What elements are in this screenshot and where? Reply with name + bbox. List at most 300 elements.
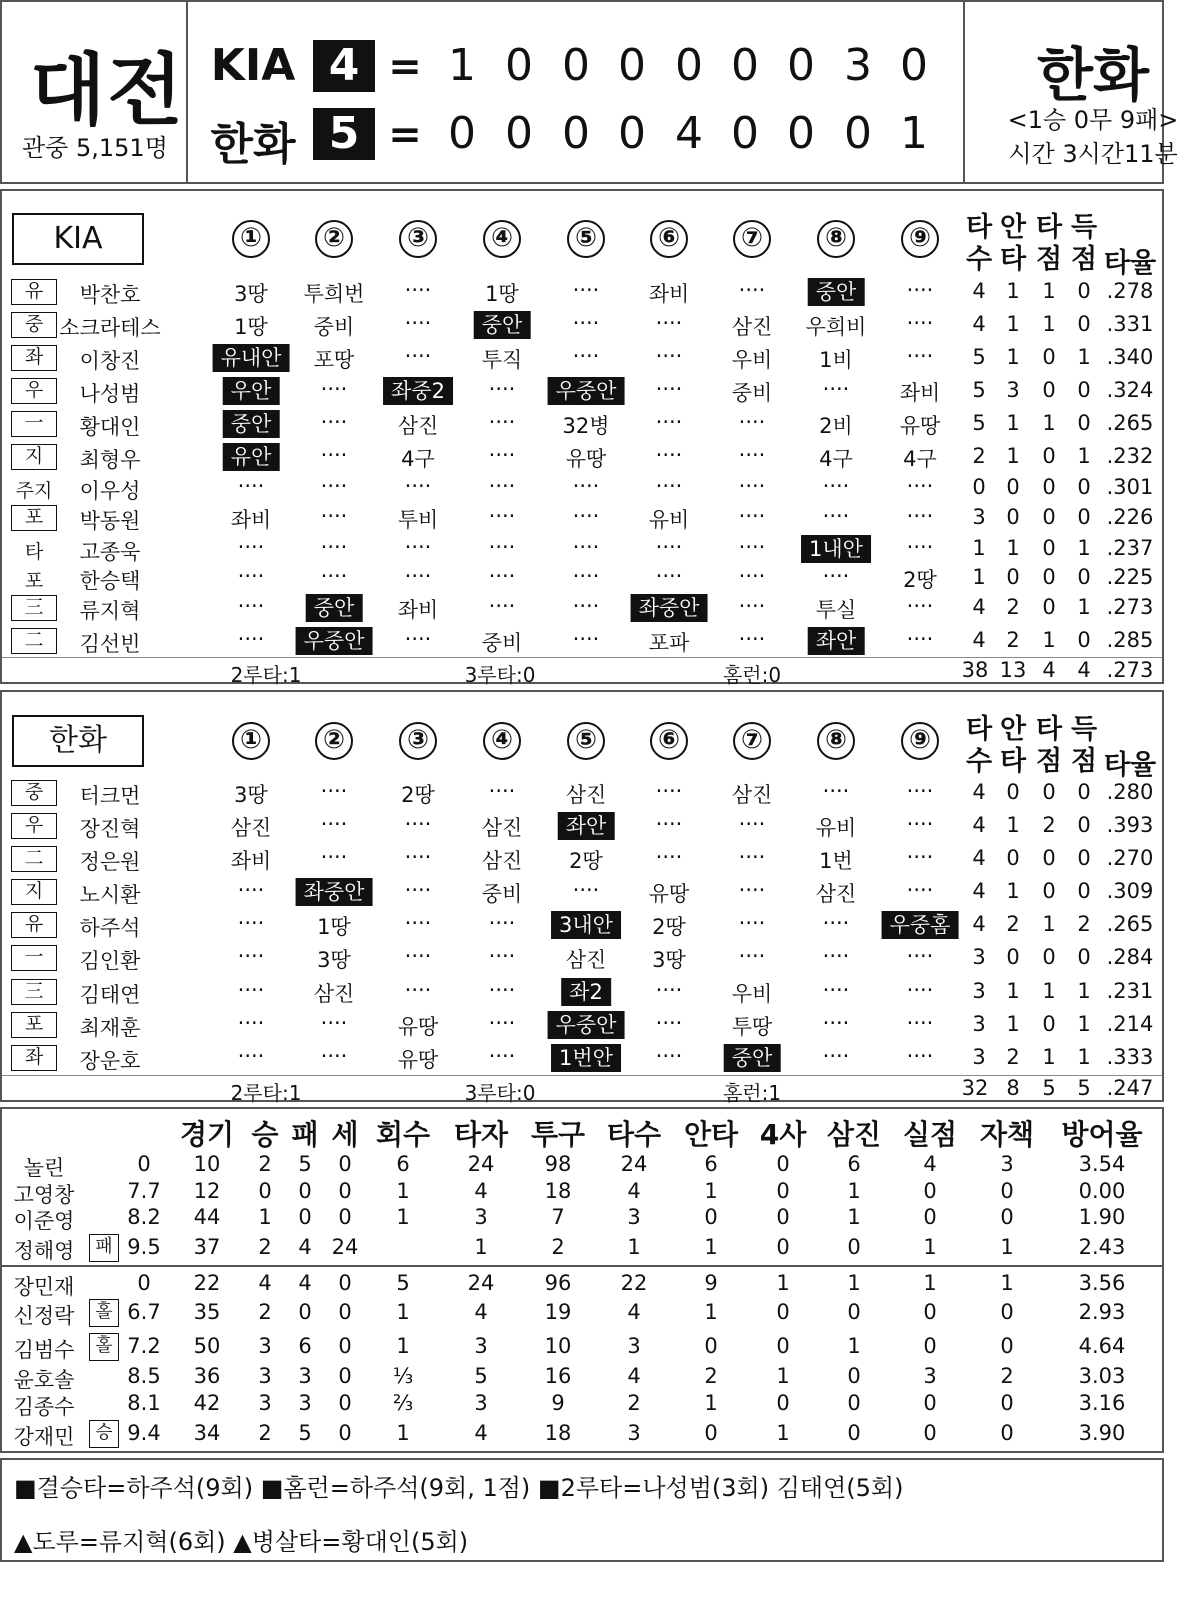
pitcher-stat: 0 (338, 1179, 352, 1203)
at-bat-result: ···· (488, 564, 516, 588)
team-total-stat: 32 (961, 1076, 989, 1100)
pitcher-entry: 0 (137, 1271, 151, 1295)
at-bat-result: ···· (404, 944, 432, 968)
at-bat-result: ···· (237, 594, 265, 618)
pitcher-stat: 24 (467, 1152, 495, 1176)
pitcher-stat: 7 (551, 1205, 565, 1229)
at-bat-result: ···· (320, 410, 348, 434)
extra-base-summary: 2루타:1 (230, 663, 302, 687)
pitcher-stat: 50 (193, 1334, 221, 1358)
stat-header-top: 안 (999, 714, 1027, 745)
pitcher-stat: 0.00 (1078, 1179, 1126, 1203)
pitcher-stat: 35 (193, 1300, 221, 1324)
batter-stat: 0 (1042, 879, 1056, 903)
at-bat-result: 2땅 (903, 568, 937, 592)
at-bat-result: ···· (738, 410, 766, 434)
position-box: 二 (11, 846, 57, 872)
batter-stat: 0 (1077, 312, 1091, 336)
scoreboard-divider-left (186, 0, 188, 184)
batter-name: 김태연 (79, 983, 141, 1007)
pitcher-stat: 0 (923, 1391, 937, 1415)
pitcher-stat: 22 (193, 1271, 221, 1295)
stat-header-top: 안 (999, 212, 1027, 243)
batter-name: 장운호 (79, 1049, 141, 1073)
at-bat-result: ···· (488, 1044, 516, 1068)
at-bat-result: ···· (237, 1044, 265, 1068)
pitcher-stat: 0 (923, 1205, 937, 1229)
stat-header-top: 타 (965, 714, 993, 745)
pitcher-stat: 0 (923, 1421, 937, 1445)
pitcher-stat: 0 (338, 1364, 352, 1388)
batter-name: 류지혁 (79, 599, 141, 623)
at-bat-result: ···· (906, 878, 934, 902)
at-bat-result: 투직 (481, 348, 523, 372)
pitcher-stat: 3 (923, 1364, 937, 1388)
position-box: 좌 (11, 345, 57, 371)
at-bat-result: ···· (404, 311, 432, 335)
at-bat-result: ···· (738, 944, 766, 968)
pitcher-stat: 0 (338, 1152, 352, 1176)
batter-stat: 5 (972, 411, 986, 435)
team-total-stat: 38 (961, 658, 989, 682)
at-bat-result: 투희번 (303, 282, 365, 306)
at-bat-result: 유비 (648, 508, 690, 532)
pitcher-stat: 1 (704, 1235, 718, 1259)
pitcher-stat: 3 (1000, 1152, 1014, 1176)
pitcher-entry: 6.7 (127, 1300, 161, 1324)
pitcher-stat: ⅔ (392, 1391, 414, 1415)
pitching-header: 방어율 (1061, 1118, 1143, 1151)
batter-avg: .280 (1106, 780, 1154, 804)
at-bat-result: ···· (738, 443, 766, 467)
at-bat-result: 2땅 (652, 915, 686, 939)
pitcher-stat: 0 (776, 1391, 790, 1415)
at-bat-result: ···· (822, 504, 850, 528)
batter-name: 이우성 (79, 479, 141, 503)
pitcher-stat: 1 (1000, 1235, 1014, 1259)
batter-avg: .324 (1106, 378, 1154, 402)
note-line-2: ▲도루=류지혁(6회) ▲병살타=황대인(5회) (14, 1528, 469, 1556)
batter-stat: 1 (1042, 1045, 1056, 1069)
at-bat-result: ···· (488, 443, 516, 467)
pitcher-stat: 0 (776, 1235, 790, 1259)
at-bat-result: 삼진 (565, 783, 607, 807)
at-bat-result: ···· (404, 344, 432, 368)
stat-header-top: 득 (1070, 212, 1098, 243)
pitcher-stat: 0 (1000, 1334, 1014, 1358)
pitcher-stat: 6 (847, 1152, 861, 1176)
at-bat-result: ···· (572, 344, 600, 368)
at-bat-hit: 1내안 (801, 535, 871, 563)
pitcher-stat: 9 (704, 1271, 718, 1295)
at-bat-result: 삼진 (565, 948, 607, 972)
pitcher-stat: 0 (847, 1235, 861, 1259)
at-bat-result: 투비 (397, 508, 439, 532)
stat-header-bottom: 점 (1070, 244, 1098, 275)
batter-avg: .231 (1106, 979, 1154, 1003)
pitcher-decision: 승 (89, 1420, 119, 1448)
pitcher-stat: 3 (258, 1391, 272, 1415)
linescore-inning-runs: 1 (448, 40, 476, 91)
pitcher-name: 강재민 (13, 1425, 75, 1449)
pitcher-stat: 22 (620, 1271, 648, 1295)
at-bat-result: ···· (404, 564, 432, 588)
batter-stat: 2 (1006, 912, 1020, 936)
batter-name: 터크먼 (79, 784, 141, 808)
position-box: 二 (11, 628, 57, 654)
inning-header: ⑧ (817, 220, 855, 258)
linescore-inning-runs: 0 (618, 40, 646, 91)
pitcher-stat: 0 (704, 1421, 718, 1445)
at-bat-result: ···· (488, 779, 516, 803)
batter-stat: 0 (1006, 565, 1020, 589)
pitcher-entry: 0 (137, 1152, 151, 1176)
linescore-inning-runs: 0 (900, 40, 928, 91)
batter-stat: 0 (1042, 345, 1056, 369)
pitcher-stat: 4 (627, 1179, 641, 1203)
home-team-label: 한화 (1036, 41, 1150, 109)
linescore-team-name: KIA (210, 40, 296, 91)
at-bat-result: ···· (572, 504, 600, 528)
position-label: 주지 (15, 480, 53, 502)
batter-stat: 0 (1077, 378, 1091, 402)
position-box: 우 (11, 813, 57, 839)
linescore-inning-runs: 0 (787, 108, 815, 159)
batter-stat: 4 (972, 912, 986, 936)
pitcher-stat: 4 (298, 1271, 312, 1295)
linescore-inning-runs: 1 (900, 108, 928, 159)
inning-header: ① (232, 722, 270, 760)
pitcher-stat: 1 (1000, 1271, 1014, 1295)
pitcher-stat: 1 (776, 1364, 790, 1388)
at-bat-hit: 좌안 (558, 812, 615, 840)
linescore-inning-runs: 0 (562, 108, 590, 159)
batter-stat: 1 (1042, 411, 1056, 435)
note-line-1: ■결승타=하주석(9회) ■홈런=하주석(9회, 1점) ■2루타=나성범(3회) 김태연(5회) (14, 1474, 904, 1502)
at-bat-result: ···· (655, 978, 683, 1002)
batter-avg: .214 (1106, 1012, 1154, 1036)
team-total-stat: 5 (1042, 1076, 1056, 1100)
linescore-inning-runs: 0 (448, 108, 476, 159)
pitcher-stat: 4 (627, 1364, 641, 1388)
at-bat-result: ···· (404, 878, 432, 902)
at-bat-result: 32병 (562, 414, 610, 438)
linescore-inning-runs: 0 (505, 40, 533, 91)
at-bat-result: ···· (572, 278, 600, 302)
extra-base-summary: 홈런:1 (722, 1081, 782, 1105)
pitcher-stat: 3 (474, 1205, 488, 1229)
at-bat-hit: 우중안 (296, 627, 373, 655)
pitcher-stat: 1 (923, 1271, 937, 1295)
pitcher-stat: 4 (474, 1179, 488, 1203)
at-bat-result: ···· (488, 377, 516, 401)
at-bat-result: 유땅 (899, 414, 941, 438)
pitcher-stat: 2 (551, 1235, 565, 1259)
at-bat-hit: 3내안 (551, 911, 621, 939)
batter-stat: 0 (1042, 595, 1056, 619)
pitching-header: 안타 (683, 1118, 739, 1151)
pitching-header: 세 (331, 1118, 359, 1151)
at-bat-result: ···· (572, 878, 600, 902)
batter-stat: 1 (1077, 345, 1091, 369)
at-bat-result: ···· (822, 944, 850, 968)
at-bat-result: ···· (738, 504, 766, 528)
at-bat-hit: 중안 (808, 278, 865, 306)
pitcher-stat: 1 (847, 1179, 861, 1203)
at-bat-result: ···· (404, 845, 432, 869)
at-bat-result: ···· (906, 1044, 934, 1068)
at-bat-result: ···· (237, 627, 265, 651)
at-bat-result: ···· (572, 474, 600, 498)
at-bat-result: ···· (404, 627, 432, 651)
pitcher-stat: 2 (258, 1235, 272, 1259)
batter-stat: 0 (1042, 475, 1056, 499)
at-bat-result: 3땅 (234, 282, 268, 306)
batter-stat: 3 (972, 1045, 986, 1069)
pitcher-stat: 4 (474, 1300, 488, 1324)
pitcher-stat: 0 (704, 1334, 718, 1358)
batter-stat: 1 (1006, 979, 1020, 1003)
stat-header-bottom: 타 (999, 746, 1027, 777)
position-box: 좌 (11, 1045, 57, 1071)
pitcher-stat: 3 (627, 1421, 641, 1445)
batter-stat: 4 (972, 595, 986, 619)
at-bat-hit: 중안 (474, 311, 531, 339)
pitcher-stat: 0 (923, 1179, 937, 1203)
at-bat-result: ···· (488, 978, 516, 1002)
at-bat-result: ···· (488, 594, 516, 618)
batter-stat: 0 (1077, 879, 1091, 903)
pitcher-name: 김종수 (13, 1395, 75, 1419)
pitcher-stat: 16 (544, 1364, 572, 1388)
inning-header: ⑨ (901, 722, 939, 760)
pitcher-name: 이준영 (13, 1209, 75, 1233)
at-bat-result: 삼진 (815, 882, 857, 906)
position-box: 三 (11, 979, 57, 1005)
batter-stat: 1 (1006, 345, 1020, 369)
pitcher-stat: 0 (847, 1300, 861, 1324)
pitcher-stat: ⅓ (392, 1364, 414, 1388)
at-bat-result: ···· (655, 1044, 683, 1068)
batter-stat: 4 (972, 846, 986, 870)
pitcher-stat: 4.64 (1078, 1334, 1126, 1358)
pitcher-stat: 1 (627, 1235, 641, 1259)
at-bat-result: 유땅 (397, 1048, 439, 1072)
at-bat-hit: 우중홈 (882, 911, 959, 939)
batter-avg: .232 (1106, 444, 1154, 468)
at-bat-hit: 유내안 (213, 344, 290, 372)
batter-stat: 1 (1042, 312, 1056, 336)
pitcher-stat: 1 (923, 1235, 937, 1259)
at-bat-hit: 좌중안 (631, 594, 708, 622)
pitcher-stat: 3.54 (1078, 1152, 1126, 1176)
at-bat-result: ···· (237, 564, 265, 588)
batter-avg: .225 (1106, 565, 1154, 589)
batter-stat: 1 (1042, 979, 1056, 1003)
position-box: 유 (11, 912, 57, 938)
batter-stat: 4 (972, 628, 986, 652)
at-bat-result: ···· (906, 627, 934, 651)
batter-stat: 0 (1006, 945, 1020, 969)
pitcher-stat: 1 (847, 1205, 861, 1229)
at-bat-hit: 유안 (223, 443, 280, 471)
position-box: 중 (11, 312, 57, 338)
batter-avg: .237 (1106, 536, 1154, 560)
pitcher-stat: 3 (258, 1334, 272, 1358)
at-bat-result: ···· (655, 443, 683, 467)
batter-stat: 4 (972, 780, 986, 804)
pitcher-stat: 1 (847, 1271, 861, 1295)
pitching-header: 경기 (179, 1118, 235, 1151)
at-bat-result: ···· (655, 564, 683, 588)
batter-stat: 1 (1042, 628, 1056, 652)
pitcher-stat: 5 (396, 1271, 410, 1295)
pitcher-stat: 1.90 (1078, 1205, 1126, 1229)
linescore-inning-runs: 0 (787, 40, 815, 91)
batter-stat: 0 (1077, 565, 1091, 589)
stat-header-bottom: 수 (965, 244, 993, 275)
batter-stat: 1 (1006, 444, 1020, 468)
pitcher-entry: 8.1 (127, 1391, 161, 1415)
pitcher-stat: 12 (193, 1179, 221, 1203)
pitcher-stat: 0 (776, 1205, 790, 1229)
at-bat-result: 유땅 (397, 1015, 439, 1039)
batter-stat: 1 (1042, 912, 1056, 936)
at-bat-result: 중비 (481, 882, 523, 906)
batter-stat: 0 (1077, 279, 1091, 303)
pitcher-stat: 3 (258, 1364, 272, 1388)
at-bat-result: ···· (572, 627, 600, 651)
position-box: 우 (11, 378, 57, 404)
batter-stat: 0 (1077, 780, 1091, 804)
at-bat-result: ···· (488, 1011, 516, 1035)
pitcher-stat: 0 (338, 1334, 352, 1358)
at-bat-result: ···· (906, 779, 934, 803)
at-bat-result: 중비 (731, 381, 773, 405)
position-box: 포 (11, 505, 57, 531)
pitcher-stat: 2 (258, 1421, 272, 1445)
pitcher-stat: 3.16 (1078, 1391, 1126, 1415)
at-bat-result: ···· (488, 410, 516, 434)
at-bat-result: ···· (320, 1011, 348, 1035)
batter-stat: 3 (972, 505, 986, 529)
batter-stat: 0 (1006, 780, 1020, 804)
pitcher-decision: 홀 (89, 1299, 119, 1327)
at-bat-hit: 우중안 (548, 377, 625, 405)
batter-stat: 0 (1077, 945, 1091, 969)
pitcher-stat: 1 (704, 1391, 718, 1415)
inning-header: ① (232, 220, 270, 258)
batter-name: 한승택 (79, 569, 141, 593)
pitcher-stat: 3.56 (1078, 1271, 1126, 1295)
at-bat-result: 1땅 (485, 282, 519, 306)
pitching-frame (0, 1107, 1164, 1453)
at-bat-result: 2비 (819, 414, 853, 438)
batter-stat: 0 (1077, 846, 1091, 870)
batter-stat: 0 (1042, 444, 1056, 468)
at-bat-result: ···· (906, 535, 934, 559)
pitcher-stat: 1 (776, 1271, 790, 1295)
pitcher-stat: 6 (396, 1152, 410, 1176)
pitcher-stat: 36 (193, 1364, 221, 1388)
at-bat-result: 유땅 (565, 447, 607, 471)
pitcher-stat: 0 (704, 1205, 718, 1229)
pitcher-stat: 1 (396, 1205, 410, 1229)
batter-avg: .226 (1106, 505, 1154, 529)
at-bat-result: ···· (822, 911, 850, 935)
batter-stat: 0 (1077, 411, 1091, 435)
batter-name: 최형우 (79, 448, 141, 472)
batter-stat: 0 (1077, 505, 1091, 529)
at-bat-result: ···· (822, 978, 850, 1002)
pitcher-stat: 2 (627, 1391, 641, 1415)
at-bat-result: ···· (822, 474, 850, 498)
pitcher-stat: 19 (544, 1300, 572, 1324)
at-bat-result: ···· (237, 911, 265, 935)
at-bat-result: 좌비 (230, 849, 272, 873)
pitcher-stat: 0 (338, 1421, 352, 1445)
at-bat-result: ···· (822, 779, 850, 803)
avg-header: 타율 (1103, 248, 1157, 279)
pitcher-stat: 0 (1000, 1300, 1014, 1324)
pitcher-stat: 1 (704, 1300, 718, 1324)
at-bat-result: ···· (488, 504, 516, 528)
at-bat-result: ···· (572, 564, 600, 588)
extra-base-summary: 홈런:0 (722, 663, 782, 687)
at-bat-result: ···· (488, 944, 516, 968)
pitcher-stat: 0 (776, 1334, 790, 1358)
pitching-header: 투구 (530, 1118, 586, 1151)
position-box: 一 (11, 411, 57, 437)
batter-name: 박동원 (79, 509, 141, 533)
position-label: 타 (24, 541, 44, 563)
at-bat-result: ···· (404, 474, 432, 498)
at-bat-result: ···· (404, 278, 432, 302)
at-bat-result: 1번 (819, 849, 853, 873)
batter-stat: 1 (1006, 411, 1020, 435)
pitcher-stat: 0 (338, 1300, 352, 1324)
position-box: 포 (11, 1012, 57, 1038)
at-bat-result: ···· (738, 594, 766, 618)
pitcher-stat: 2.43 (1078, 1235, 1126, 1259)
team-total-stat: 13 (999, 658, 1027, 682)
batter-name: 박찬호 (79, 283, 141, 307)
at-bat-result: ···· (320, 845, 348, 869)
pitcher-stat: 37 (193, 1235, 221, 1259)
at-bat-result: 유땅 (648, 882, 690, 906)
batter-stat: 4 (972, 312, 986, 336)
avg-header: 타율 (1103, 750, 1157, 781)
batter-stat: 0 (1042, 1012, 1056, 1036)
at-bat-hit: 중안 (306, 594, 363, 622)
at-bat-result: ···· (906, 812, 934, 836)
batter-stat: 1 (1077, 1045, 1091, 1069)
inning-header: ⑤ (567, 220, 605, 258)
inning-header: ⑦ (733, 220, 771, 258)
inning-header: ② (315, 220, 353, 258)
batter-avg: .340 (1106, 345, 1154, 369)
batter-stat: 0 (1077, 475, 1091, 499)
at-bat-result: 투땅 (731, 1015, 773, 1039)
batter-name: 고종욱 (79, 540, 141, 564)
at-bat-result: ···· (655, 535, 683, 559)
batter-stat: 1 (1077, 979, 1091, 1003)
batter-stat: 1 (1006, 1012, 1020, 1036)
batter-stat: 4 (972, 813, 986, 837)
at-bat-result: 3땅 (234, 783, 268, 807)
pitcher-stat: 4 (923, 1152, 937, 1176)
at-bat-result: 삼진 (731, 315, 773, 339)
